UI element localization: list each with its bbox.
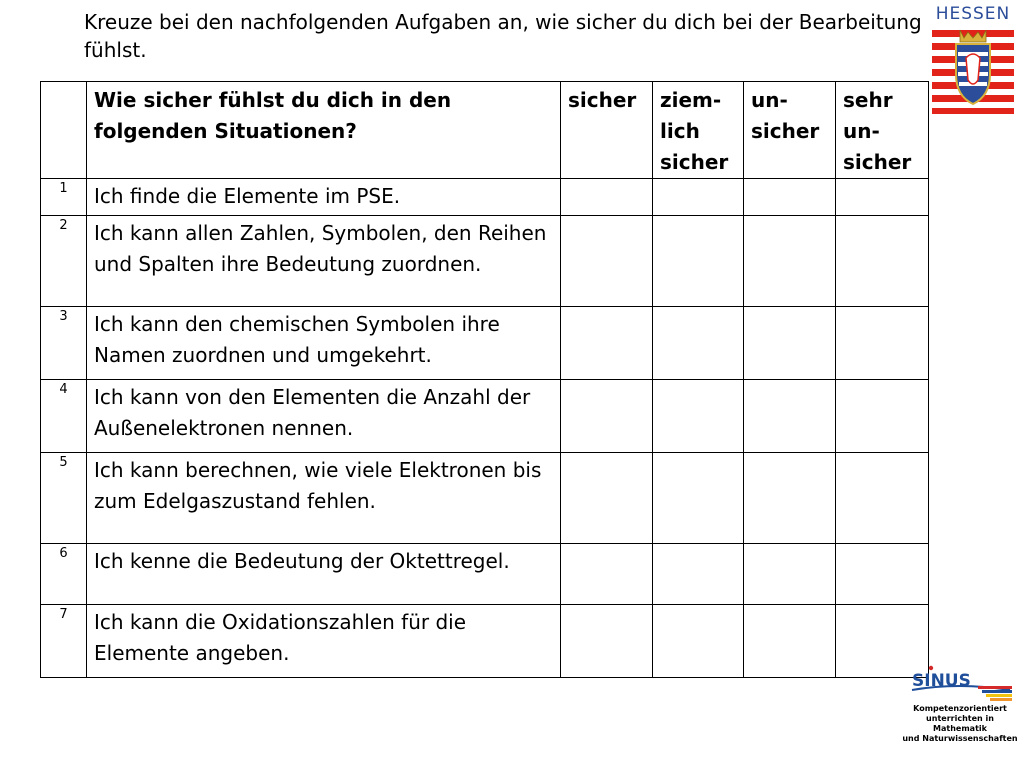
table-header-row [41, 82, 929, 179]
header-unsicher: un-sicher [744, 82, 836, 179]
checkbox-cell-sicher[interactable] [561, 544, 653, 605]
sinus-caption-line: unterrichten in Mathematik [926, 714, 994, 733]
table-row [41, 307, 929, 380]
header-sicher: sicher [561, 82, 653, 179]
instruction-text: Kreuze bei den nachfolgenden Aufgaben an, wie sicher du dich bei der Bearbeitung fühlst. [84, 10, 922, 62]
checkbox-cell-sehr-unsicher[interactable] [836, 380, 929, 453]
checkbox-cell-ziemlich-sicher[interactable] [653, 605, 744, 678]
hessen-logo-text: HESSEN [935, 4, 1011, 24]
checkbox-cell-sicher[interactable] [561, 179, 653, 216]
row-statement: Ich kann berechnen, wie viele Elektronen bis zum Edelgaszustand fehlen. [87, 453, 561, 544]
table-row [41, 179, 929, 216]
header-sehr-unsicher: sehr un-sicher [836, 82, 929, 179]
hessen-logo [928, 4, 1018, 116]
sinus-logo-text: SINUS [912, 671, 971, 691]
hessen-coat-of-arms-icon [932, 28, 1014, 114]
header-number-cell [41, 82, 87, 179]
checkbox-cell-ziemlich-sicher[interactable] [653, 179, 744, 216]
checkbox-cell-unsicher[interactable] [744, 380, 836, 453]
checkbox-cell-sicher[interactable] [561, 380, 653, 453]
table-row [41, 453, 929, 544]
table-row [41, 544, 929, 605]
table-row [41, 216, 929, 307]
checkbox-cell-ziemlich-sicher[interactable] [653, 453, 744, 544]
checkbox-cell-unsicher[interactable] [744, 216, 836, 307]
table-row [41, 605, 929, 678]
checkbox-cell-sehr-unsicher[interactable] [836, 453, 929, 544]
checkbox-cell-sehr-unsicher[interactable] [836, 544, 929, 605]
checkbox-cell-sicher[interactable] [561, 216, 653, 307]
row-number: 5 [41, 453, 87, 544]
row-statement: Ich kann den chemischen Symbolen ihre Namen zuordnen und umgekehrt. [87, 307, 561, 380]
checkbox-cell-unsicher[interactable] [744, 453, 836, 544]
table-row [41, 380, 929, 453]
checkbox-cell-unsicher[interactable] [744, 544, 836, 605]
checkbox-cell-sehr-unsicher[interactable] [836, 216, 929, 307]
checkbox-cell-sicher[interactable] [561, 453, 653, 544]
header-ziemlich-sicher: ziem-lich sicher [653, 82, 744, 179]
row-number: 7 [41, 605, 87, 678]
row-number: 2 [41, 216, 87, 307]
row-statement: Ich kann die Oxidationszahlen für die Elemente angeben. [87, 605, 561, 678]
checkbox-cell-unsicher[interactable] [744, 179, 836, 216]
checkbox-cell-ziemlich-sicher[interactable] [653, 307, 744, 380]
row-statement: Ich kann allen Zahlen, Symbolen, den Reihen und Spalten ihre Bedeutung zuordnen. [87, 216, 561, 307]
header-question: Wie sicher fühlst du dich in den folgenden Situationen? [87, 82, 561, 179]
row-number: 3 [41, 307, 87, 380]
row-statement-text: Ich kenne die Bedeutung der Oktettregel. [94, 549, 510, 573]
checkbox-cell-ziemlich-sicher[interactable] [653, 216, 744, 307]
sinus-logo-icon [898, 664, 1022, 704]
row-statement: Ich finde die Elemente im PSE. [87, 179, 561, 216]
row-statement: Ich kann von den Elementen die Anzahl der Außenelektronen nennen. [87, 380, 561, 453]
sinus-caption-line: Kompetenzorientiert [913, 704, 1007, 713]
checkbox-cell-sehr-unsicher[interactable] [836, 307, 929, 380]
row-statement [87, 544, 561, 605]
sinus-logo [898, 664, 1022, 743]
self-assessment-table [40, 81, 929, 678]
checkbox-cell-sicher[interactable] [561, 307, 653, 380]
checkbox-cell-unsicher[interactable] [744, 605, 836, 678]
checkbox-cell-ziemlich-sicher[interactable] [653, 544, 744, 605]
sinus-caption-line: und Naturwissenschaften [902, 734, 1018, 743]
checkbox-cell-unsicher[interactable] [744, 307, 836, 380]
checkbox-cell-sehr-unsicher[interactable] [836, 179, 929, 216]
checkbox-cell-ziemlich-sicher[interactable] [653, 380, 744, 453]
row-number: 4 [41, 380, 87, 453]
sinus-caption [898, 704, 1022, 744]
row-number: 6 [41, 544, 87, 605]
checkbox-cell-sicher[interactable] [561, 605, 653, 678]
row-number: 1 [41, 179, 87, 216]
